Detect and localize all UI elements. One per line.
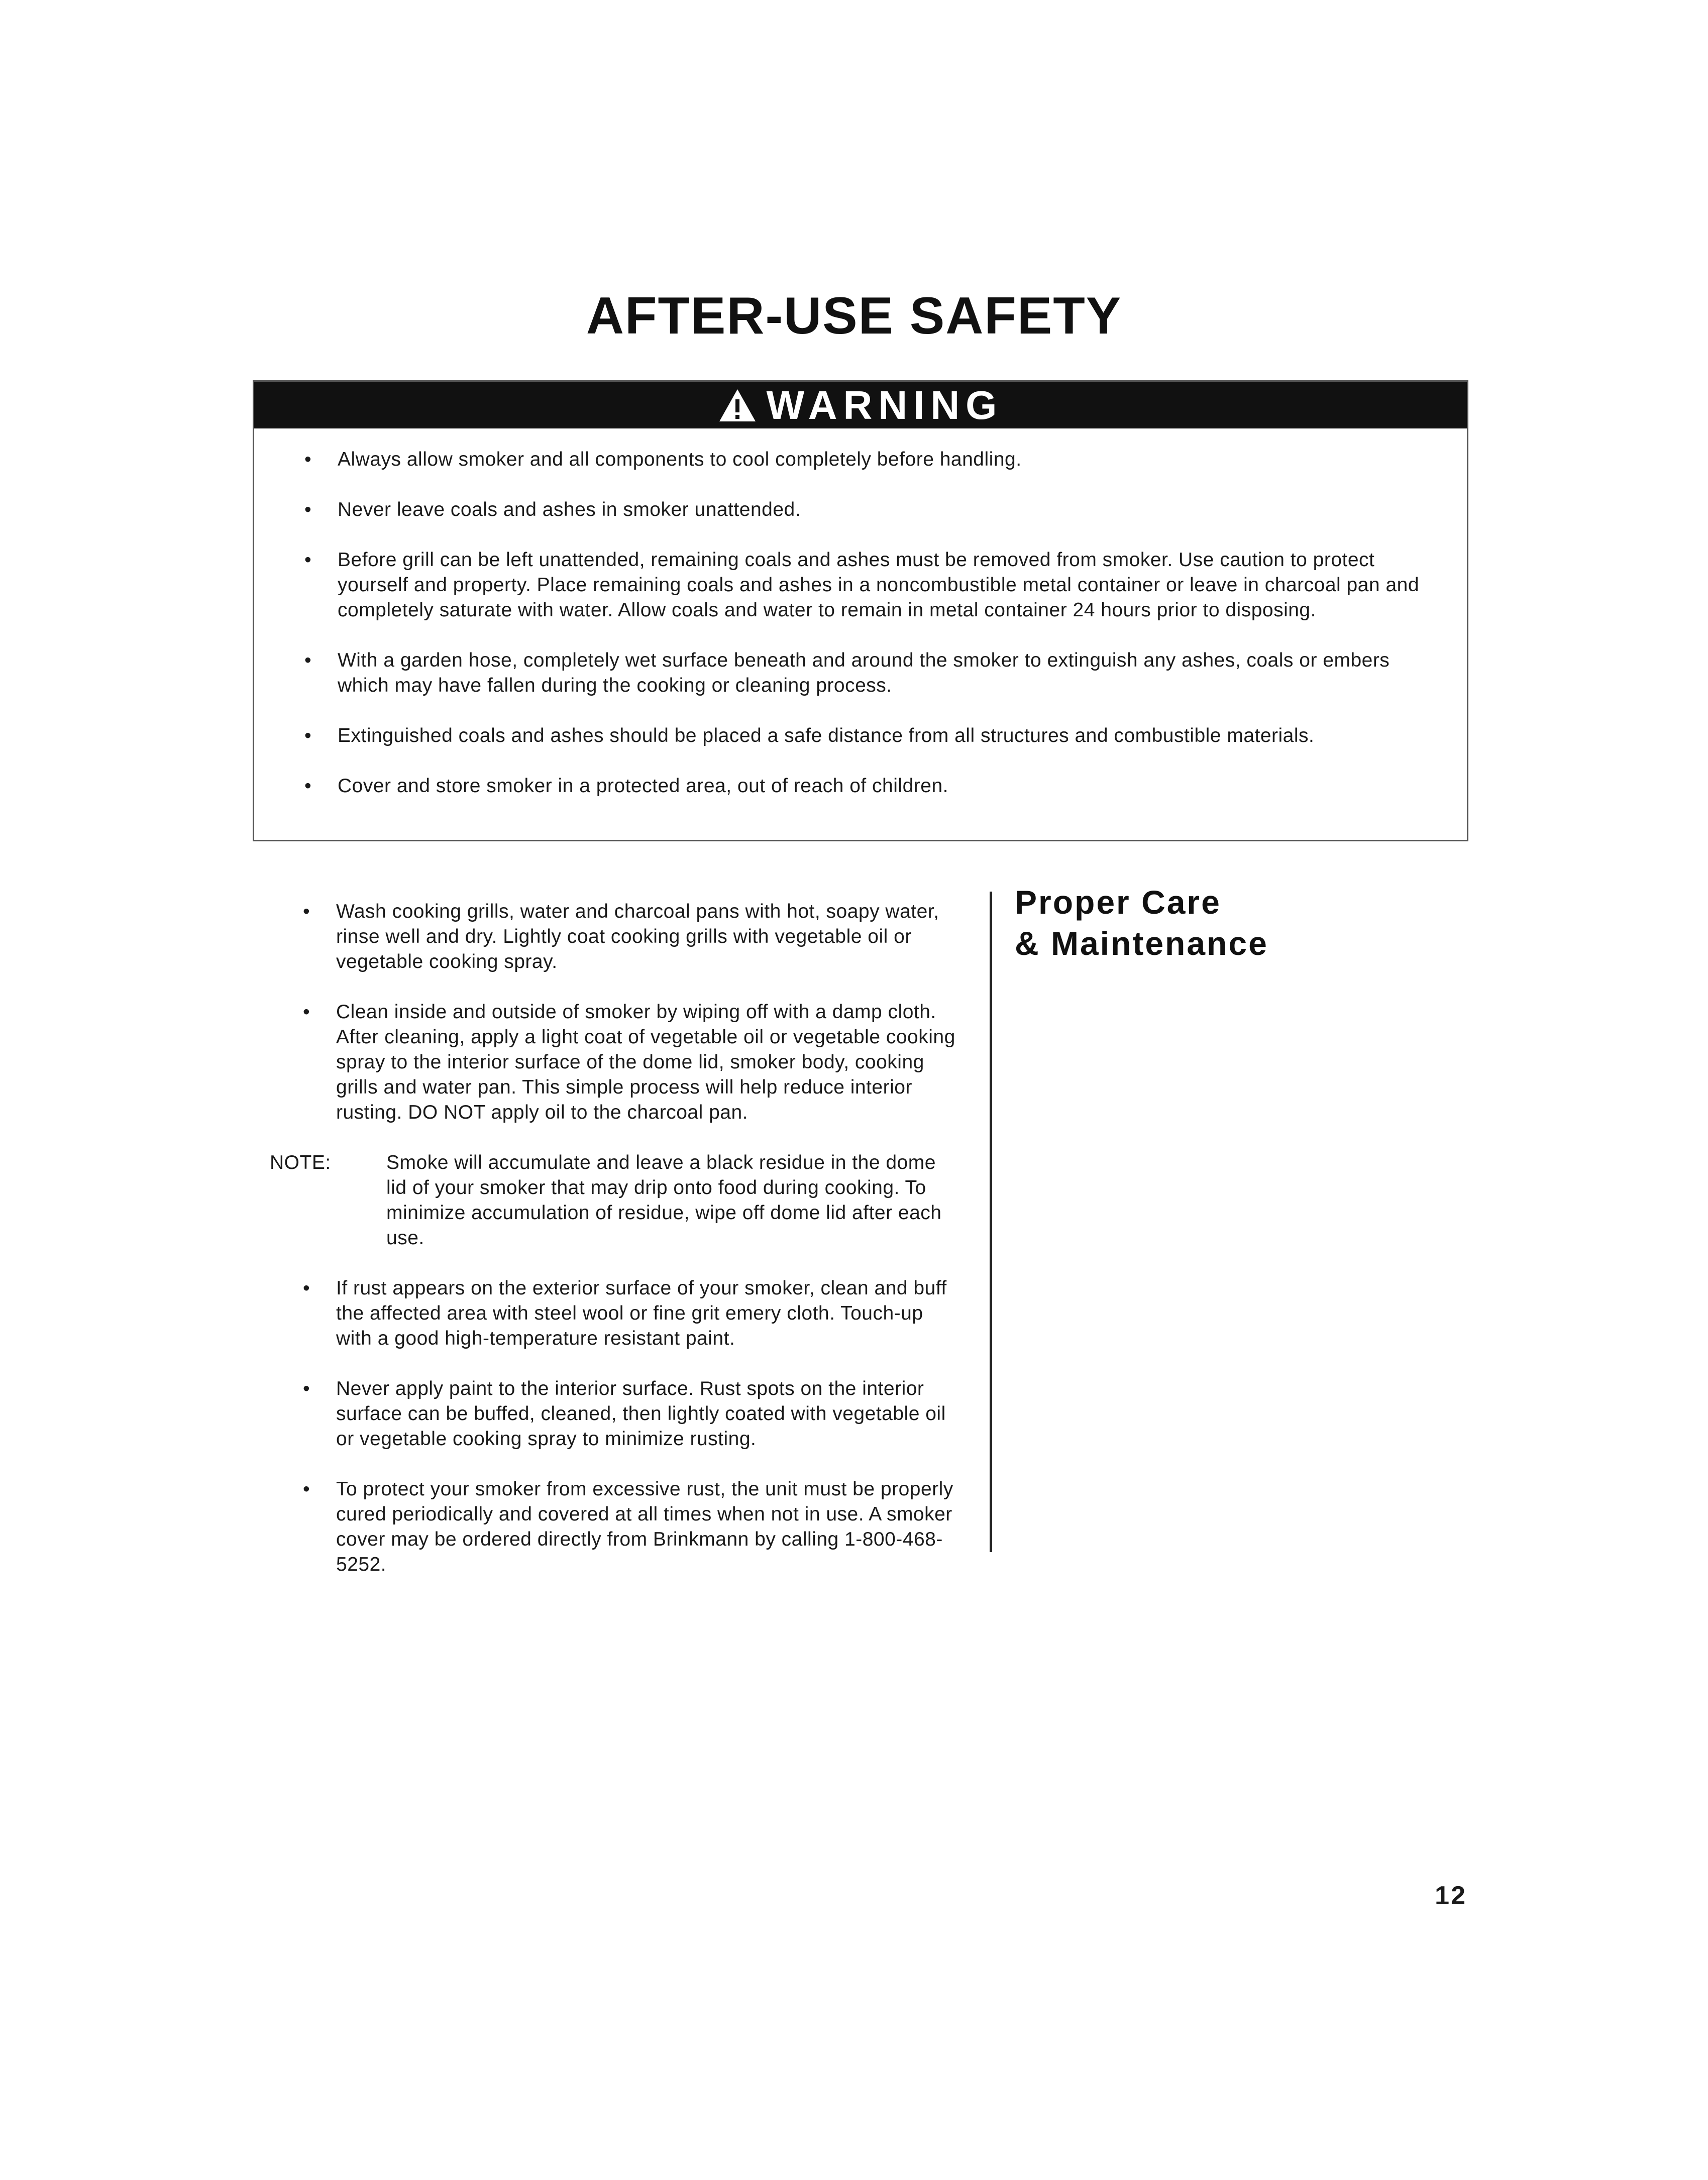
care-note: [270, 1150, 961, 1251]
list-item: • With a garden hose, completely wet surface beneath and around the smoker to extinguish any ashes, coals or embers which may have fallen during the cooking or cleaning process.: [304, 649, 1390, 696]
section-heading: [1015, 882, 1268, 964]
page-title: AFTER-USE SAFETY: [586, 287, 1122, 345]
section-heading-line2: & Maintenance: [1015, 925, 1268, 962]
section-heading-line1: Proper Care: [1015, 884, 1221, 921]
list-item: • Wash cooking grills, water and charcoal pans with hot, soapy water, rinse well and dry. Lightly coat cooking grills with vegetable oil or vegetable cooking spray.: [303, 901, 939, 972]
warning-triangle-icon: [718, 388, 757, 422]
list-item: • Before grill can be left unattended, remaining coals and ashes must be removed from smoker. Use caution to protect yourself and property. Place remaining coals and ashes in a noncombustible metal container or leave in charcoal pan and completely saturate with water. Allow coals and water to remain in metal container 24 hours prior to disposing.: [304, 549, 1420, 621]
care-items-before-note: [303, 899, 961, 1125]
list-item: • Cover and store smoker in a protected area, out of reach of children.: [304, 775, 948, 797]
list-item: • Never apply paint to the interior surface. Rust spots on the interior surface can be buffed, cleaned, then lightly coated with vegetable oil or vegetable cooking spray to minimize rusting.: [303, 1378, 946, 1450]
list-item: • Extinguished coals and ashes should be placed a safe distance from all structures and combustible materials.: [304, 725, 1315, 746]
section-divider: [990, 892, 992, 1552]
page-number: 12: [1435, 1881, 1467, 1910]
list-item: • Always allow smoker and all components to cool completely before handling.: [304, 449, 1022, 470]
warning-banner: [254, 382, 1467, 428]
list-item: • If rust appears on the exterior surface of your smoker, clean and buff the affected area with steel wool or fine grit emery cloth. Touch-up with a good high-temperature resistant paint.: [303, 1277, 947, 1349]
list-item: • Never leave coals and ashes in smoker unattended.: [304, 499, 801, 520]
care-items-after-note: [303, 1276, 961, 1577]
warning-box: [253, 380, 1468, 841]
care-list: [270, 899, 961, 1602]
warning-list: [304, 447, 1430, 824]
list-item: • To protect your smoker from excessive rust, the unit must be properly cured periodically and covered at all times when not in use. A smoker cover may be ordered directly from Brinkmann by calling 1-800-468-5252.: [303, 1478, 953, 1575]
note-text: Smoke will accumulate and leave a black residue in the dome lid of your smoker that may drip onto food during cooking. To minimize accumulation of residue, wipe off dome lid after each use.: [386, 1152, 942, 1249]
list-item: • Clean inside and outside of smoker by wiping off with a damp cloth. After cleaning, apply a light coat of vegetable oil or vegetable cooking spray to the interior surface of the dome lid, smoker body, cooking grills and water pan. This simple process will help reduce interior rusting. DO NOT apply oil to the charcoal pan.: [303, 1001, 955, 1123]
warning-label: WARNING: [766, 382, 1003, 427]
note-label: NOTE:: [270, 1152, 331, 1173]
